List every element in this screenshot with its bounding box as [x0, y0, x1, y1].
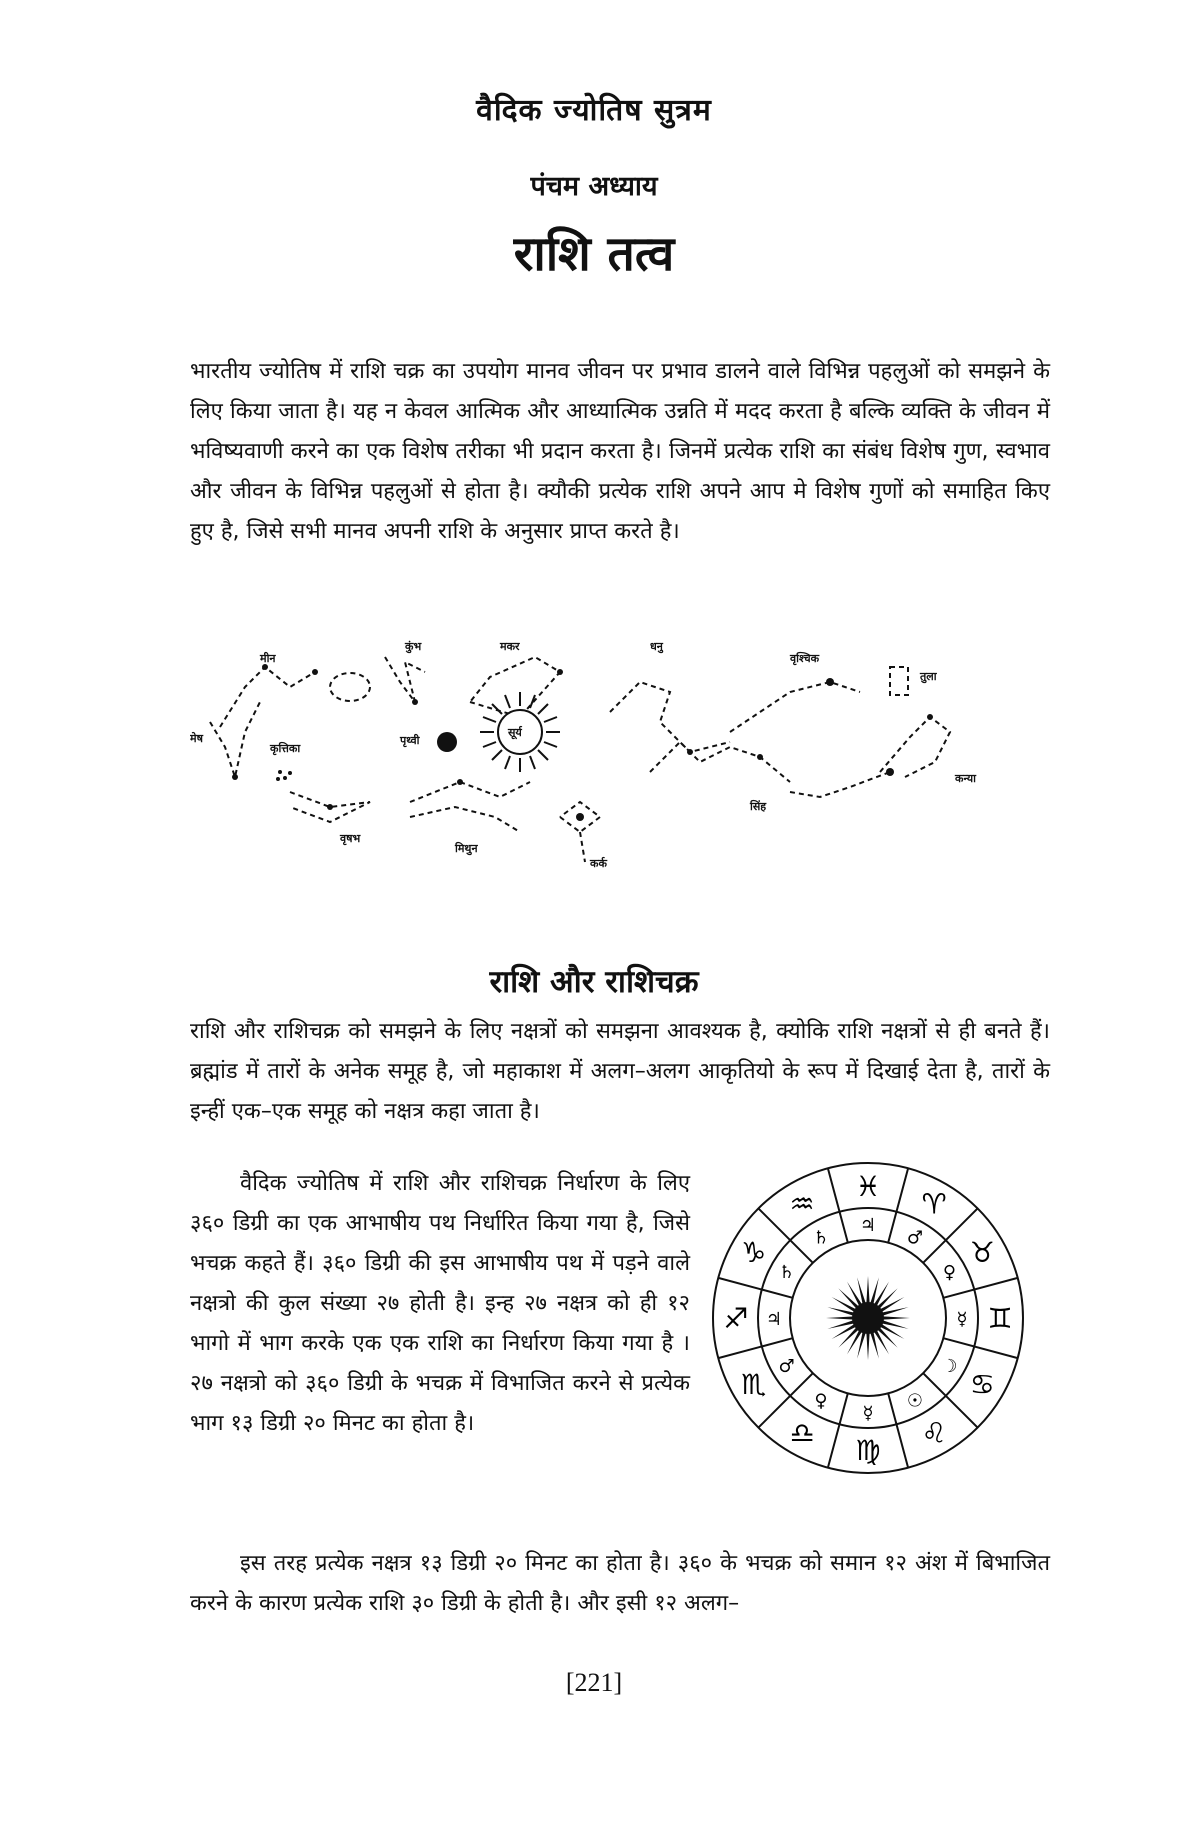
section-paragraph-3: इस तरह प्रत्येक नक्षत्र १३ डिग्री २० मिनट का होता है। ३६० के भचक्र को समान १२ अंश में बिभाजित करने के कारण प्रत्येक राशि ३० डिग्री के होती है। और इसी १२ अलग–: [190, 1551, 1050, 1616]
zodiac-sign-3: ♊: [987, 1302, 1013, 1335]
constellation-makar-line: [470, 657, 560, 717]
constellation-mesh-line: [210, 702, 260, 777]
zodiac-sign-5: ♌: [921, 1416, 947, 1450]
constellation-vrishchik-line: [730, 682, 860, 732]
zodiac-sign-8: ♏: [741, 1368, 767, 1401]
planet-symbol-5: ☉: [906, 1390, 924, 1412]
zodiac-sign-10: ♑: [741, 1236, 767, 1269]
section-title: राशि और राशिचक्र: [489, 964, 699, 1000]
label-vrishabh: वृषभ: [340, 832, 361, 845]
constellation-mithun-line: [410, 782, 530, 802]
zodiac-sign-1: ♈: [921, 1187, 947, 1221]
earth-drawing: [437, 732, 457, 752]
constellation-kumbh-ring: [330, 673, 370, 701]
planet-symbol-3: ☿: [956, 1309, 968, 1330]
constellation-kark-line-2: [580, 832, 585, 862]
planet-symbol-9: ♃: [765, 1309, 783, 1330]
constellation-kumbh-line: [385, 657, 425, 702]
label-dhanu: धनु: [650, 640, 663, 653]
constellation-figure: [190, 632, 1050, 902]
label-kark: कर्क: [590, 857, 607, 870]
constellation-kanya-line: [880, 717, 950, 777]
label-prithvi: पृथ्वी: [400, 734, 420, 747]
planet-symbol-2: ♀: [942, 1262, 957, 1283]
planet-symbol-6: ☿: [862, 1403, 874, 1424]
zodiac-sign-4: ♋: [969, 1368, 995, 1401]
zodiac-sign-7: ♎: [789, 1416, 815, 1450]
zodiac-sign-9: ♐: [723, 1302, 749, 1335]
planet-symbol-1: ♂: [906, 1227, 924, 1249]
planet-symbol-8: ♂: [778, 1356, 795, 1377]
constellation-tula-box: [890, 667, 908, 695]
label-makar: मकर: [500, 640, 520, 653]
constellation-singh-line: [650, 742, 790, 782]
wheel-sun-icon: [826, 1276, 910, 1360]
label-kumbh: कुंभ: [405, 640, 422, 653]
label-mesh: मेष: [190, 732, 203, 745]
section-paragraph-1: राशि और राशिचक्र को समझने के लिए नक्षत्रों को समझना आवश्यक है, क्योकि राशि नक्षत्रों से ही बनते हैं। ब्रह्मांड में तारों के अनेक समूह है, जो महाकाश में अलग–अलग आकृतियो के रूप में दिखाई देता है, तारों के इन्हीं एक–एक समूह को नक्षत्र कहा जाता है।: [190, 1019, 1050, 1124]
label-krittika: कृत्तिका: [270, 742, 301, 755]
label-surya: सूर्य: [508, 726, 522, 739]
planet-symbol-11: ♄: [812, 1227, 830, 1249]
book-title: वैदिक ज्योतिष सुत्रम: [476, 93, 712, 128]
label-mithun: मिथुन: [455, 842, 478, 855]
section-paragraph-2: वैदिक ज्योतिष में राशि और राशिचक्र निर्धारण के लिए ३६० डिग्री का एक आभाषीय पथ निर्धारित किया गया है, जिसे भचक्र कहते हैं। ३६० डिग्री की इस आभाषीय पथ में पड़ने वाले नक्षत्रो की कुल संख्या २७ होती है। इन्ह २७ नक्षत्र को ही १२ भागो में भाग करके एक एक राशि का निर्धारण किया गया है । २७ नक्षत्रो को ३६० डिग्री के भचक्र में विभाजित करने से प्रत्येक भाग १३ डिग्री २० मिनट का होता है।: [190, 1171, 690, 1436]
label-kanya: कन्या: [955, 772, 976, 785]
planet-symbol-4: ☽: [941, 1356, 958, 1377]
zodiac-sign-2: ♉: [969, 1236, 995, 1269]
page-number: [221]: [565, 1668, 623, 1697]
label-meen: मीन: [260, 652, 276, 665]
intro-paragraph: भारतीय ज्योतिष में राशि चक्र का उपयोग मानव जीवन पर प्रभाव डालने वाले विभिन्न पहलुओं को समझने के लिए किया जाता है। यह न केवल आत्मिक और आध्यात्मिक उन्नति में मदद करता है बल्कि व्यक्ति के जीवन में भविष्यवाणी करने का एक विशेष तरीका भी प्रदान करता है। जिनमें प्रत्येक राशि का संबंध विशेष गुण, स्वभाव और जीवन के विभिन्न पहलुओं से होता है। क्यौकी प्रत्येक राशि अपने आप मे विशेष गुणों को समाहित किए हुए है, जिसे सभी मानव अपनी राशि के अनुसार प्राप्त करते है।: [190, 359, 1050, 544]
zodiac-sign-6: ♍: [855, 1434, 881, 1467]
planet-symbol-10: ♄: [778, 1262, 795, 1283]
label-vrishchik: वृश्चिक: [790, 652, 820, 665]
label-singh: सिंह: [750, 800, 767, 813]
planet-symbol-7: ♀: [814, 1390, 828, 1412]
constellation-dhanu-line: [610, 682, 730, 752]
zodiac-sign-12: ♓: [855, 1170, 881, 1203]
chapter-number: पंचम अध्याय: [530, 171, 658, 202]
constellation-meen-line: [220, 667, 315, 727]
planet-symbol-12: ♃: [859, 1215, 877, 1236]
chapter-title: राशि तत्व: [513, 226, 675, 282]
label-tula: तुला: [920, 670, 937, 683]
constellation-mithun-line-2: [410, 807, 520, 832]
zodiac-sign-11: ♒: [789, 1187, 815, 1221]
constellation-kanya-line-2: [790, 772, 890, 797]
zodiac-wheel: [708, 1158, 1028, 1478]
